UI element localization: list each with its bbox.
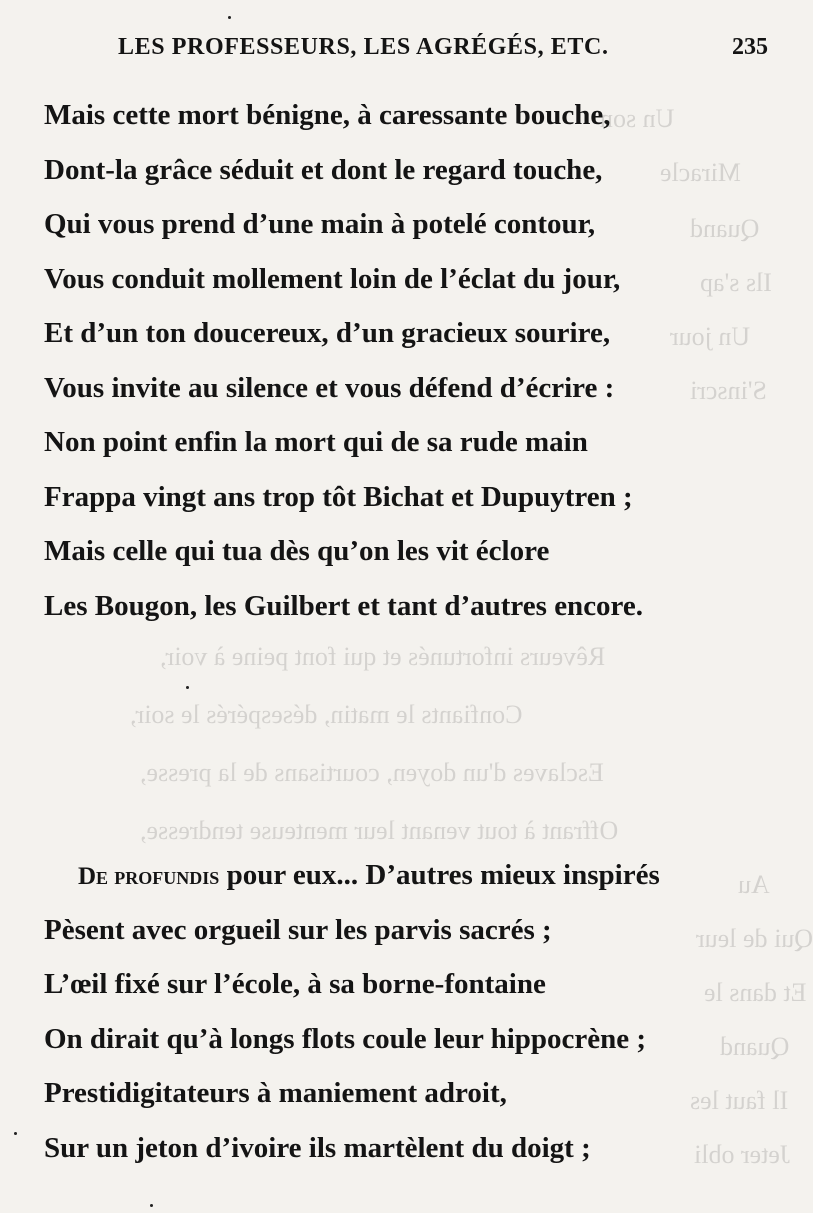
verse-line: On dirait qu’à longs flots coule leur hippocrène ;: [44, 1022, 647, 1055]
verse-line: Mais cette mort bénigne, à caressante bouche,: [44, 99, 611, 131]
verse-line: Non point enfin la mort qui de sa rude main: [44, 426, 588, 458]
verse-line: Vous invite au silence et vous défend d’écrire :: [44, 371, 615, 404]
verse-line: Et d’un ton doucereux, d’un gracieux sourire,: [44, 317, 611, 349]
small-caps-phrase: De profundis: [78, 863, 220, 890]
stanza-2: [44, 848, 764, 1175]
verse-line: Pèsent avec orgueil sur les parvis sacrés ;: [44, 913, 552, 946]
verse-line: Prestidigitateurs à maniement adroit,: [44, 1077, 507, 1109]
verse-line: Vous conduit mollement loin de l’éclat du jour,: [44, 262, 621, 295]
verse-line: Sur un jeton d’ivoire ils martèlent du doigt ;: [44, 1131, 591, 1164]
verse-line: Qui vous prend d’une main à potelé contour,: [44, 208, 596, 240]
ink-speck: [228, 16, 231, 19]
ink-speck: [186, 686, 189, 689]
first-line-rest: pour eux... D’autres mieux inspirés: [219, 859, 660, 891]
verse-line: Frappa vingt ans trop tôt Bichat et Dupuytren ;: [44, 480, 633, 513]
bleed-through-texture: Un son Miracle Quand Ils s'ap Un jour S'inscri Rêveurs infortunés et qui font peine à voir, Confiants le matin, désespérés le soir, Esclaves d'un doyen, courtisans de la presse, Offrant à tout venant leur menteuse tendresse, Au Qui de leur Et dans le Quand Il faut les Jeter obli: [130, 104, 813, 1169]
running-title: LES PROFESSEURS, LES AGRÉGÉS, ETC.: [118, 34, 609, 60]
verse-line: Mais celle qui tua dès qu’on les vit éclore: [44, 535, 550, 567]
ink-speck: [14, 1132, 17, 1135]
running-header: [118, 34, 768, 74]
verse-line-first: [44, 848, 764, 903]
ink-speck: [150, 1204, 153, 1207]
verse-line: Les Bougon, les Guilbert et tant d’autres encore.: [44, 589, 644, 622]
stanza-1: [44, 88, 764, 633]
page-number: 235: [732, 34, 768, 60]
verse-line: Dont-la grâce séduit et dont le regard touche,: [44, 153, 603, 186]
verse-line: L’œil fixé sur l’école, à sa borne-fontaine: [44, 968, 546, 1000]
